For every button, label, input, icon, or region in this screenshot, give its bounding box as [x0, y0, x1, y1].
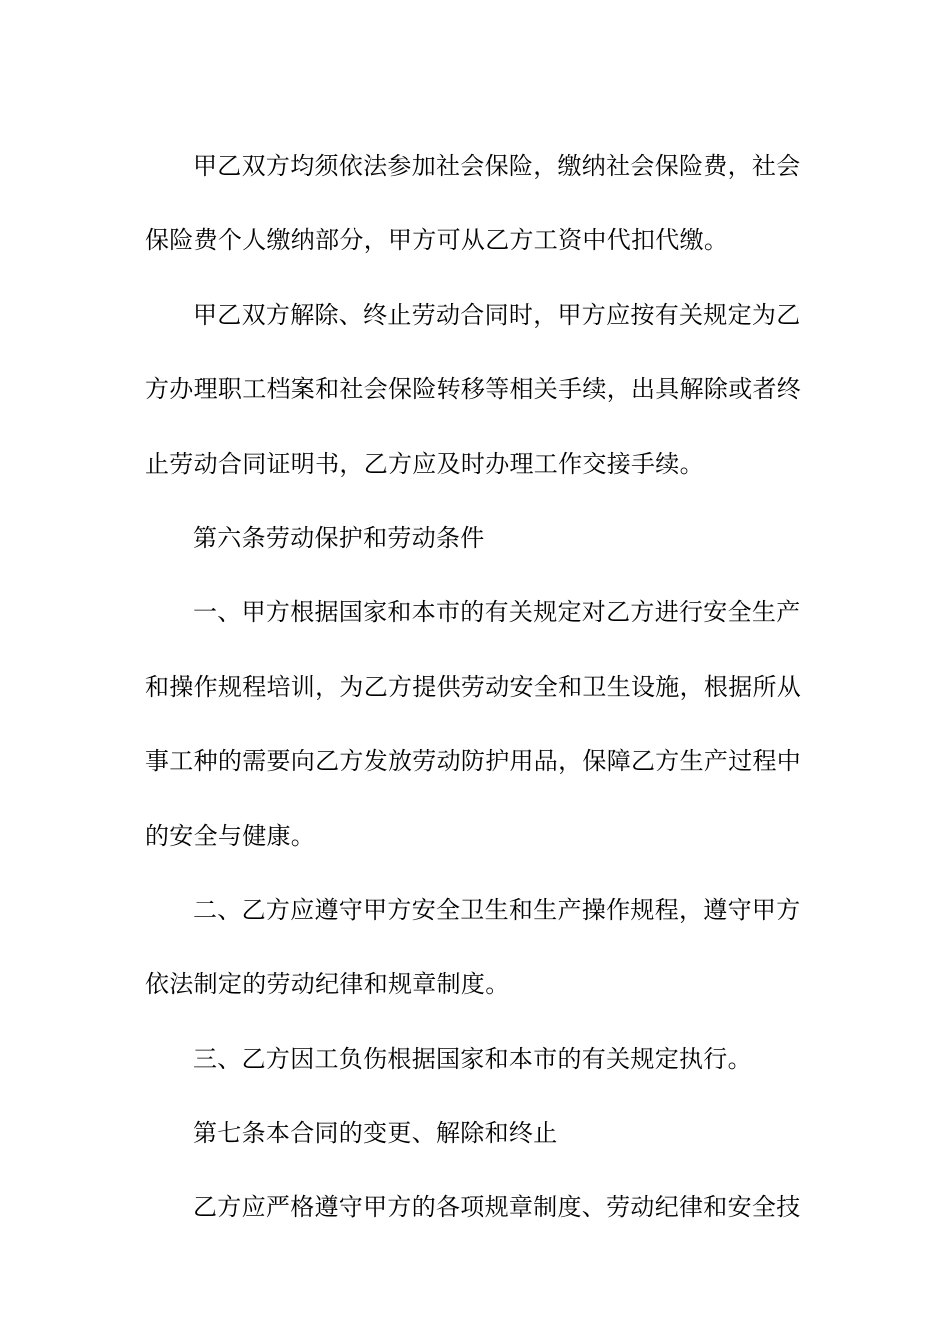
text-line: 乙方应严格遵守甲方的各项规章制度、劳动纪律和安全技	[193, 1193, 801, 1222]
text-line: 一、甲方根据国家和本市的有关规定对乙方进行安全生产	[193, 598, 801, 627]
text-line: 止劳动合同证明书，乙方应及时办理工作交接手续。	[145, 449, 704, 478]
section-heading: 第七条本合同的变更、解除和终止	[193, 1119, 558, 1148]
text-line: 二、乙方应遵守甲方安全卫生和生产操作规程，遵守甲方	[193, 895, 801, 924]
document-body	[145, 129, 810, 1245]
text-line: 和操作规程培训，为乙方提供劳动安全和卫生设施，根据所从	[145, 672, 802, 701]
text-line: 甲乙双方解除、终止劳动合同时，甲方应按有关规定为乙	[193, 300, 801, 329]
section-heading: 第六条劳动保护和劳动条件	[193, 523, 485, 552]
text-line: 依法制定的劳动纪律和规章制度。	[145, 970, 510, 999]
text-line: 方办理职工档案和社会保险转移等相关手续，出具解除或者终	[145, 375, 802, 404]
text-line: 事工种的需要向乙方发放劳动防护用品，保障乙方生产过程中	[145, 747, 802, 776]
text-line: 的安全与健康。	[145, 821, 316, 850]
text-line: 甲乙双方均须依法参加社会保险，缴纳社会保险费，社会	[193, 152, 801, 180]
text-line: 保险费个人缴纳部分，甲方可从乙方工资中代扣代缴。	[145, 226, 729, 255]
text-line: 三、乙方因工负伤根据国家和本市的有关规定执行。	[193, 1044, 752, 1073]
